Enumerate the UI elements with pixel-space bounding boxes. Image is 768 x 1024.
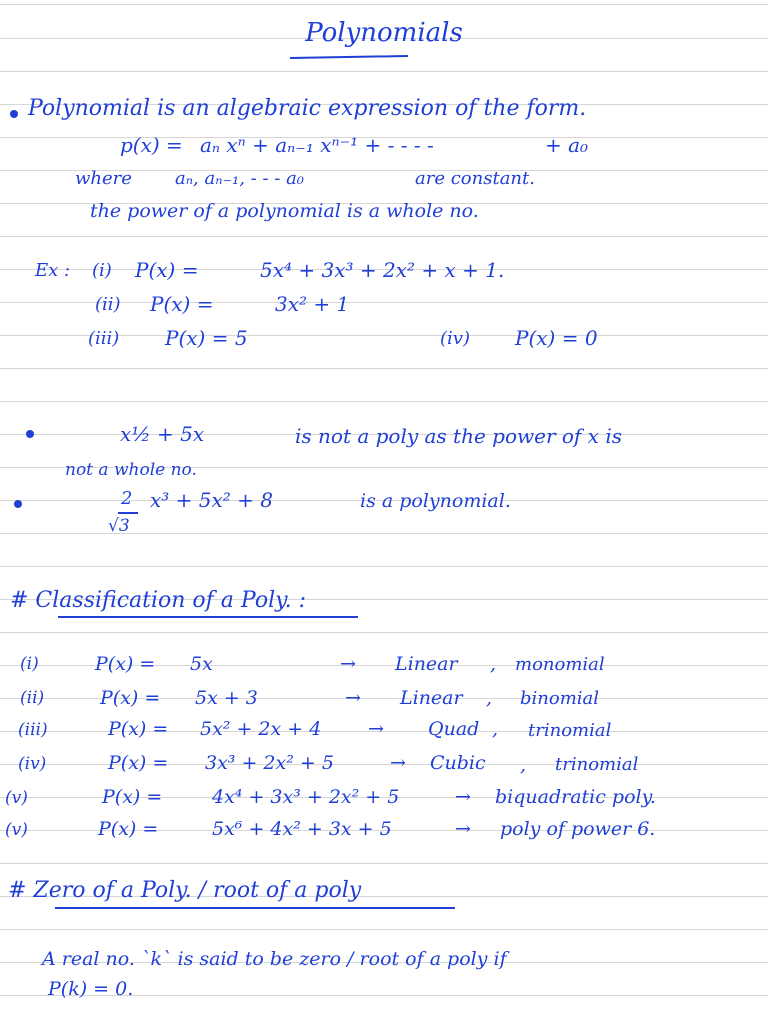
row-kind: binomial xyxy=(520,688,600,709)
example-lhs: P(x) = 0 xyxy=(515,326,598,350)
row-type: Linear xyxy=(395,653,458,675)
row-separator: , xyxy=(486,687,493,709)
note1-text: is not a poly as the power of x is xyxy=(295,424,622,448)
row-type: biquadratic poly. xyxy=(495,786,656,808)
row-arrow: → xyxy=(390,752,406,774)
row-num: (v) xyxy=(5,788,28,808)
row-kind: trinomial xyxy=(555,754,639,775)
classification-heading: # Classification of a Poly. : xyxy=(10,588,307,613)
row-kind: monomial xyxy=(515,654,605,675)
row-lhs: P(x) = xyxy=(95,653,156,675)
example-num: (iii) xyxy=(88,328,120,349)
row-type: Cubic xyxy=(430,752,486,774)
row-separator: , xyxy=(490,653,497,675)
example-num: (iv) xyxy=(440,328,470,349)
note2-numerator: 2 xyxy=(121,488,133,509)
row-lhs: P(x) = xyxy=(108,718,169,740)
note2-expression: x³ + 5x² + 8 xyxy=(150,488,273,512)
definition-terms: aₙ xⁿ + aₙ₋₁ xⁿ⁻¹ + - - - - xyxy=(200,133,434,157)
row-num: (iii) xyxy=(18,720,48,740)
row-expression: 4x⁴ + 3x³ + 2x² + 5 xyxy=(212,786,400,808)
example-num: (i) xyxy=(92,260,112,281)
definition-constant: are constant. xyxy=(415,168,535,189)
note2-denominator: √3 xyxy=(108,516,130,536)
bullet xyxy=(10,110,18,118)
page-title: Polynomials xyxy=(305,18,463,48)
zero-definition-line-2: P(k) = 0. xyxy=(48,978,134,1000)
row-expression: 5x⁶ + 4x² + 3x + 5 xyxy=(212,818,392,840)
heading-underline xyxy=(55,907,455,909)
row-lhs: P(x) = xyxy=(108,752,169,774)
zero-heading: # Zero of a Poly. / root of a poly xyxy=(8,878,362,903)
row-num: (iv) xyxy=(18,754,47,774)
row-expression: 5x² + 2x + 4 xyxy=(200,718,322,740)
row-expression: 5x xyxy=(190,653,213,675)
row-arrow: → xyxy=(455,786,471,808)
title-underline xyxy=(290,55,408,59)
row-lhs: P(x) = xyxy=(98,818,159,840)
note2-text: is a polynomial. xyxy=(360,490,511,512)
row-arrow: → xyxy=(345,687,361,709)
example-lhs: P(x) = xyxy=(150,292,214,316)
row-separator: , xyxy=(492,718,499,740)
row-num: (ii) xyxy=(20,688,45,708)
bullet xyxy=(26,430,34,438)
row-arrow: → xyxy=(455,818,471,840)
definition-coeffs: aₙ, aₙ₋₁, - - - a₀ xyxy=(175,168,305,189)
row-num: (v) xyxy=(5,820,28,840)
row-arrow: → xyxy=(340,653,356,675)
row-lhs: P(x) = xyxy=(100,687,161,709)
note1-expression: x½ + 5x xyxy=(120,422,205,446)
example-rhs: 3x² + 1 xyxy=(275,292,350,316)
definition-lhs: p(x) = xyxy=(120,133,183,157)
row-type: Linear xyxy=(400,687,463,709)
row-kind: trinomial xyxy=(528,720,612,741)
row-arrow: → xyxy=(368,718,384,740)
zero-definition-line-1: A real no. `k` is said to be zero / root of a poly if xyxy=(42,948,507,970)
row-expression: 5x + 3 xyxy=(195,687,258,709)
example-num: (ii) xyxy=(95,294,121,315)
example-lhs: P(x) = 5 xyxy=(165,326,248,350)
definition-line-1: Polynomial is an algebraic expression of the form. xyxy=(28,96,587,121)
note1-continuation: not a whole no. xyxy=(65,460,197,480)
definition-line-4: the power of a polynomial is a whole no. xyxy=(90,200,479,222)
row-expression: 3x³ + 2x² + 5 xyxy=(205,752,334,774)
examples-label: Ex : xyxy=(35,260,71,281)
bullet xyxy=(14,500,22,508)
row-type: poly of power 6. xyxy=(500,818,656,840)
row-lhs: P(x) = xyxy=(102,786,163,808)
example-rhs: 5x⁴ + 3x³ + 2x² + x + 1. xyxy=(260,258,505,282)
definition-end: + a₀ xyxy=(545,133,589,157)
heading-underline xyxy=(58,616,358,618)
row-type: Quad xyxy=(428,718,480,740)
fraction-bar xyxy=(118,512,138,514)
row-num: (i) xyxy=(20,654,39,674)
definition-where: where xyxy=(75,168,132,189)
example-lhs: P(x) = xyxy=(135,258,199,282)
row-separator: , xyxy=(520,754,527,776)
